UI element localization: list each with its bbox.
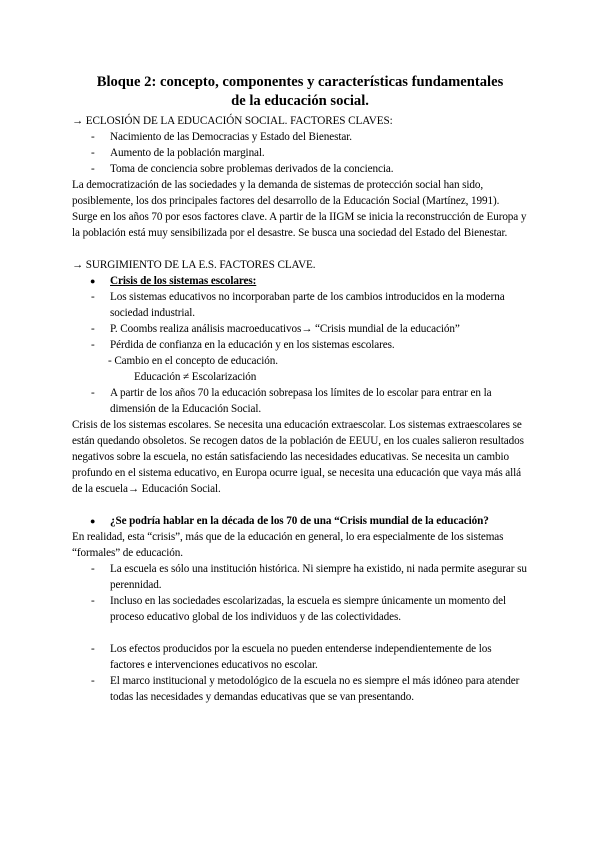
bullet-item-question: [72, 513, 528, 529]
bullet-label: Crisis de los sistemas escolares:: [110, 275, 257, 287]
paragraph-crisis: Crisis de los sistemas escolares. Se necesita una educación extraescolar. Los sistemas extraescolares se están quedando obsoletos. Se recogen datos de la población de EEUU, en los cuales salieron resultados negativos sobre la escuela, no están satisfaciendo las necesidades educativas. Se necesita un cambio profundo en el sistema educativo, en Europa ocurre igual, se necesita una educación que vaya más allá de la escuela→ Educación Social.: [72, 419, 524, 495]
paragraph-surge: Surge en los años 70 por esos factores clave. A partir de la IIGM se inicia la reconstrucción de Europa y la población está muy sensibilizada por el desastre. Se busca una sociedad del Estado del Bienestar.: [72, 211, 527, 239]
bullet-item-crisis: [72, 273, 528, 289]
list-item: - Los sistemas educativos no incorporaban parte de los cambios introducidos en la moderna sociedad industrial.: [72, 289, 528, 321]
section-heading-eclosion: → ECLOSIÓN DE LA EDUCACIÓN SOCIAL. FACTORES CLAVES:: [72, 115, 393, 127]
title-line-1: Bloque 2: concepto, componentes y características fundamentales: [96, 74, 504, 90]
paragraph-realidad: En realidad, esta “crisis”, más que de la educación en general, lo era especialmente de los sistemas “formales” de educación.: [72, 531, 504, 559]
list-item: - La escuela es sólo una institución histórica. Ni siempre ha existido, ni nada permite asegurar su perennidad.: [72, 561, 528, 593]
list-item: - Toma de conciencia sobre problemas derivados de la conciencia.: [72, 161, 528, 177]
list-item: - Incluso en las sociedades escolarizadas, la escuela es siempre únicamente un momento del proceso educativo global de los individuos y de las colectividades.: [72, 593, 528, 625]
list-item: - Aumento de la población marginal.: [72, 145, 528, 161]
sub-sub-item: Educación ≠ Escolarización: [134, 371, 257, 383]
spacer: [72, 241, 528, 257]
list-item: - P. Coombs realiza análisis macroeducativos→ “Crisis mundial de la educación”: [72, 321, 528, 337]
paragraph-democratizacion: La democratización de las sociedades y la demanda de sistemas de protección social han sido, posiblemente, los dos principales factores del desarrollo de la Educación Social (Martínez, 1991).: [72, 179, 500, 207]
list-item: - Pérdida de confianza en la educación y en los sistemas escolares.: [72, 337, 528, 353]
title-line-2: de la educación social.: [231, 93, 369, 109]
document-body: [72, 113, 528, 705]
list-item: - A partir de los años 70 la educación sobrepasa los límites de lo escolar para entrar en la dimensión de la Educación Social.: [72, 385, 528, 417]
list-item: - El marco institucional y metodológico de la escuela no es siempre el más idóneo para atender todas las necesidades y demandas educativas que se van presentando.: [72, 673, 528, 705]
spacer: [72, 497, 528, 513]
bullet-label: ¿Se podría hablar en la década de los 70 de una “Crisis mundial de la educación?: [110, 515, 489, 527]
bullet-dot-icon: ●: [90, 276, 96, 286]
spacer: [72, 625, 528, 641]
list-item: - Los efectos producidos por la escuela no pueden entenderse independientemente de los factores e intervenciones educativos no escolar.: [72, 641, 528, 673]
bullet-dot-icon: ●: [90, 516, 96, 526]
sub-item: - Cambio en el concepto de educación.: [108, 355, 278, 367]
document-title: [60, 73, 540, 111]
section-heading-surgimiento: → SURGIMIENTO DE LA E.S. FACTORES CLAVE.: [72, 259, 316, 271]
list-item: - Nacimiento de las Democracias y Estado del Bienestar.: [72, 129, 528, 145]
